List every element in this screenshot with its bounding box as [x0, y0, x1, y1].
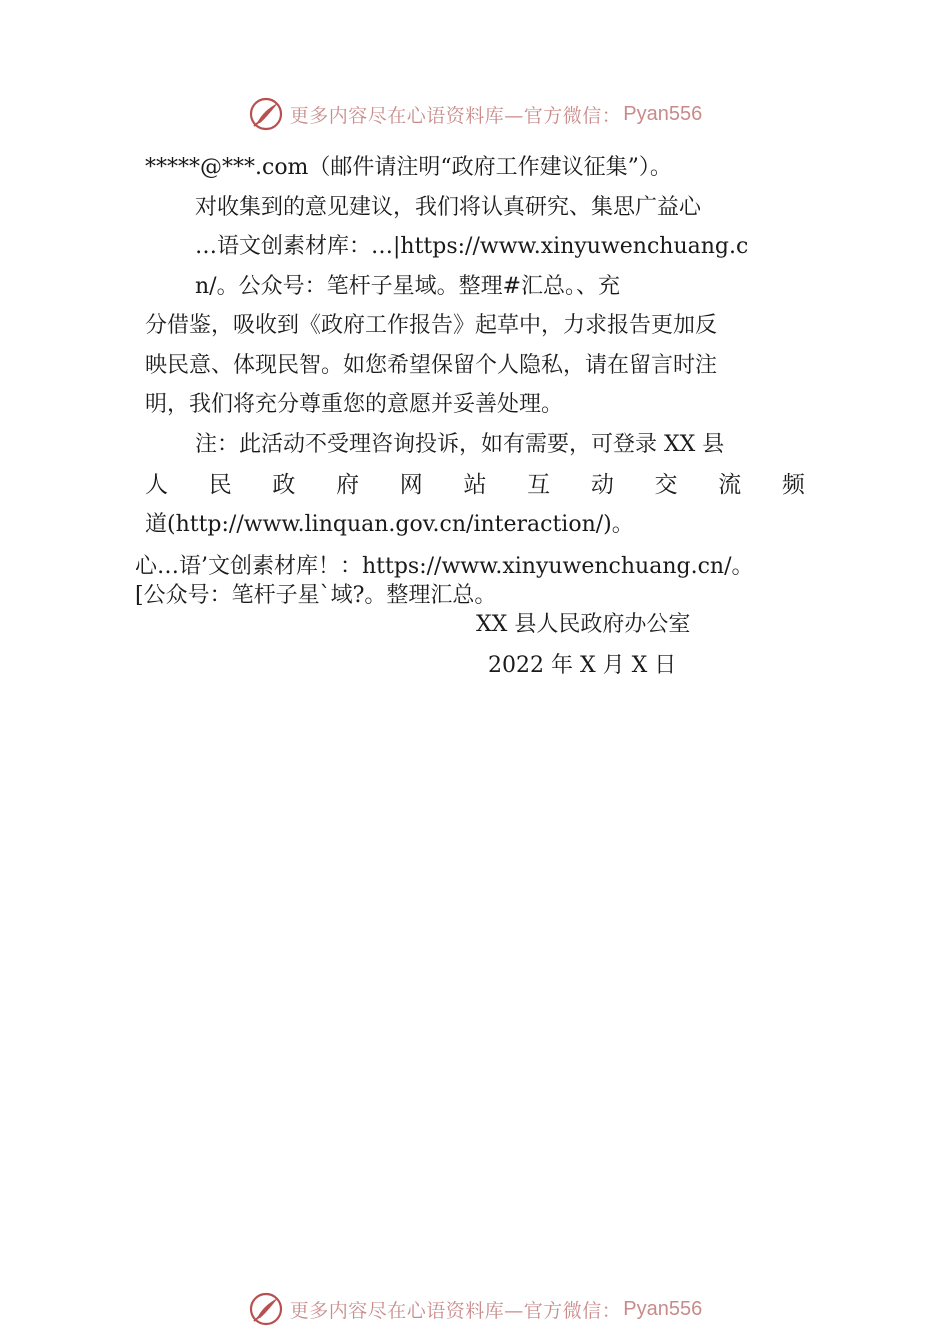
- spread-char: 交: [654, 472, 678, 498]
- quill-circle-logo-icon: [248, 96, 284, 132]
- spread-char: 人: [145, 472, 168, 498]
- body-line-11: 心…语’文创素材库！：https://www.xinyuwenchuang.cn/。: [135, 554, 754, 579]
- spread-char: 频: [781, 472, 805, 498]
- body-line-4: n/。公众号：笔杆子星域。整理#汇总。、充: [195, 274, 621, 299]
- spread-char: 互: [527, 472, 551, 498]
- spread-char: 民: [208, 472, 232, 498]
- body-line-7: 明，我们将充分尊重您的意愿并妥善处理。: [145, 392, 564, 417]
- footer-watermark-banner: [0, 1289, 950, 1329]
- body-line-1: *****@***.com（邮件请注明“政府工作建议征集”）。: [145, 155, 672, 180]
- body-line-8: 注：此活动不受理咨询投诉，如有需要，可登录 XX 县: [195, 432, 725, 457]
- body-line-6: 映民意、体现民智。如您希望保留个人隐私，请在留言时注: [145, 353, 718, 378]
- spread-char: 流: [718, 472, 742, 498]
- banner-text: 更多内容尽在心语资料库—官方微信：: [289, 1299, 622, 1322]
- spread-char: 站: [463, 472, 487, 498]
- body-line-10: 道(http://www.linquan.gov.cn/interaction/)。: [145, 512, 634, 537]
- body-line-12: [公众号：笔杆子星`域?。整理汇总。: [135, 583, 497, 608]
- body-line-3: …语文创素材库：…|https://www.xinyuwenchuang.c: [195, 234, 749, 259]
- spread-char: 政: [272, 472, 296, 498]
- banner-account: Pyan556: [623, 1297, 703, 1320]
- header-watermark-banner: [0, 94, 950, 134]
- signature-date: 2022 年 X 月 X 日: [488, 653, 677, 678]
- body-line-5: 分借鉴，吸收到《政府工作报告》起草中，力求报告更加反: [145, 313, 718, 338]
- spread-char: 府: [336, 472, 360, 498]
- spread-char: 动: [590, 472, 614, 498]
- spread-char: 网: [399, 472, 423, 498]
- signature-office: XX 县人民政府办公室: [476, 612, 691, 637]
- banner-account: Pyan556: [623, 102, 703, 125]
- banner-text: 更多内容尽在心语资料库—官方微信：: [289, 104, 622, 127]
- quill-circle-logo-icon: [248, 1291, 284, 1327]
- body-line-9: [145, 470, 805, 500]
- body-line-2: 对收集到的意见建议，我们将认真研究、集思广益心: [195, 195, 702, 220]
